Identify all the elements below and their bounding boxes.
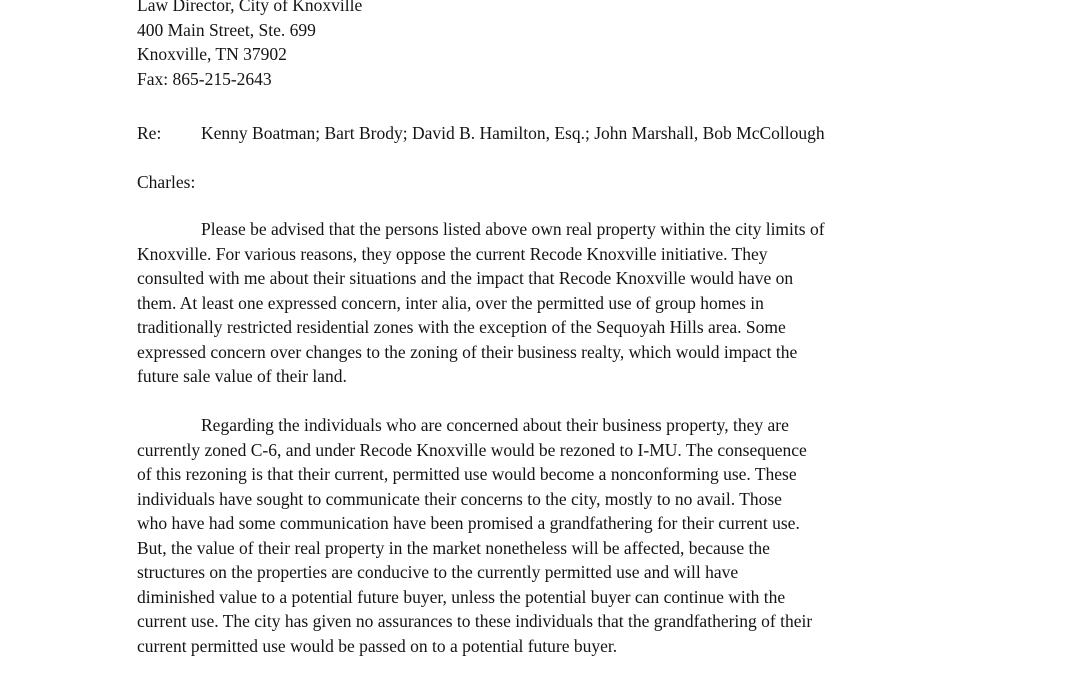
re-text: Kenny Boatman; Bart Brody; David B. Hamilton, Esq.; John Marshall, Bob McCollough: [201, 123, 825, 143]
paragraph-line: diminished value to a potential future buyer, unless the potential buyer can continue with the: [137, 586, 786, 607]
paragraph-line: of this rezoning is that their current, permitted use would become a nonconforming use. These: [137, 464, 797, 484]
paragraph-line: structures on the properties are conducive to the currently permitted use and will have: [137, 562, 739, 582]
paragraph-line: them. At least one expressed concern, inter alia, over the permitted use of group homes in: [137, 292, 764, 313]
recipient-address: [137, 0, 362, 91]
paragraph-line: Please be advised that the persons listed above own real property within the city limits of: [201, 219, 825, 239]
paragraph-line: But, the value of their real property in the market nonetheless will be affected, because the: [137, 537, 770, 558]
paragraph-line: who have had some communication have been promised a grandfathering for their current use.: [137, 513, 800, 533]
address-line-fax: Fax: 865-215-2643: [137, 68, 272, 89]
paragraph-line: expressed concern over changes to the zoning of their business realty, which would impact the: [137, 341, 798, 362]
address-line-title: Law Director, City of Knoxville: [137, 0, 363, 15]
paragraph-line: currently zoned C-6, and under Recode Knoxville would be rezoned to I-MU. The consequence: [137, 439, 807, 460]
address-line-street: 400 Main Street, Ste. 699: [137, 19, 316, 40]
re-label: Re:: [137, 123, 162, 143]
paragraph-line: Regarding the individuals who are concerned about their business property, they are: [201, 415, 789, 435]
paragraph-2: [137, 413, 943, 658]
paragraph-line: Knoxville. For various reasons, they oppose the current Recode Knoxville initiative. They: [137, 243, 768, 264]
re-line: [137, 121, 825, 145]
paragraph-line: traditionally restricted residential zones with the exception of the Sequoyah Hills area. Some: [137, 317, 786, 337]
paragraph-line: current use. The city has given no assurances to these individuals that the grandfathering of their: [137, 611, 813, 631]
paragraph-line: individuals have sought to communicate their concerns to the city, mostly to no avail. Those: [137, 488, 782, 509]
address-line-city: Knoxville, TN 37902: [137, 44, 287, 64]
paragraph-line: current permitted use would be passed on to a potential future buyer.: [137, 635, 618, 656]
paragraph-line: consulted with me about their situations and the impact that Recode Knoxville would have on: [137, 268, 794, 288]
salutation: Charles:: [137, 172, 196, 192]
paragraph-1: [137, 217, 943, 389]
paragraph-line: future sale value of their land.: [137, 366, 347, 386]
